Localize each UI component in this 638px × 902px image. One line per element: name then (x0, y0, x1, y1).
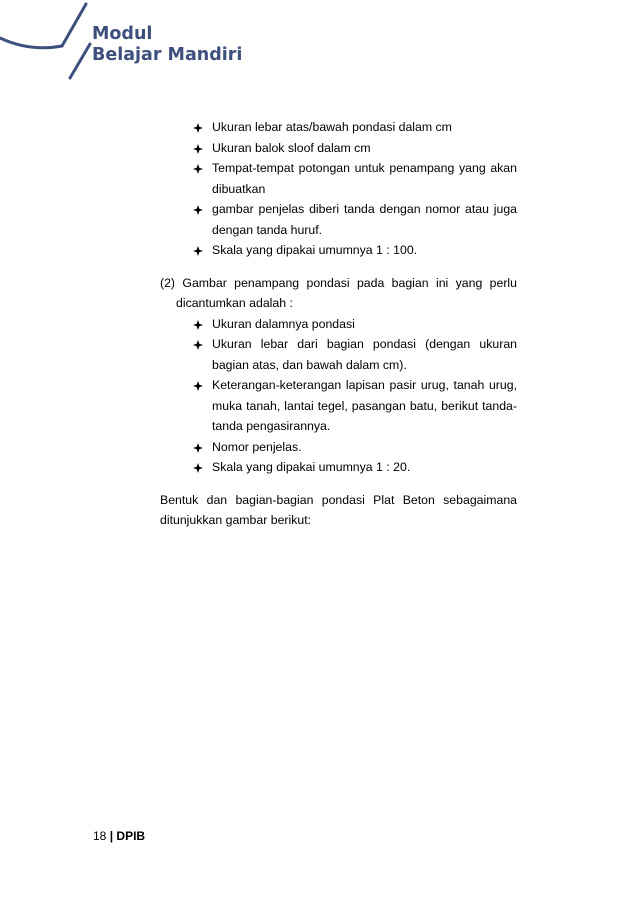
module-title (92, 24, 242, 66)
closing-paragraph: Bentuk dan bagian-bagian pondasi Plat Beton sebagaimana ditunjukkan gambar berikut: (160, 492, 517, 527)
list-item: Keterangan-keterangan lapisan pasir urug, tanah urug, muka tanah, lantai tegel, pasangan batu, berikut tanda-tanda pengasirannya. (160, 375, 517, 437)
page-footer (93, 829, 145, 843)
list-item: Skala yang dipakai umumnya 1 : 20. (160, 457, 517, 478)
list-item: Skala yang dipakai umumnya 1 : 100. (160, 240, 517, 261)
list-b (160, 314, 517, 478)
page-number: 18 (93, 829, 107, 843)
module-title-line1: Modul (92, 24, 153, 44)
diamond-bullet-icon (193, 123, 203, 133)
diamond-bullet-icon (193, 164, 203, 174)
module-title-line2: Belajar Mandiri (92, 45, 243, 65)
diamond-bullet-icon (193, 246, 203, 256)
diamond-bullet-icon (193, 205, 203, 215)
list-a (160, 117, 517, 261)
list-item: Ukuran balok sloof dalam cm (160, 138, 517, 159)
page-content (160, 117, 517, 531)
diamond-bullet-icon (193, 443, 203, 453)
diamond-bullet-icon (193, 381, 203, 391)
list-item: Ukuran lebar dari bagian pondasi (dengan ukuran bagian atas, dan bawah dalam cm). (160, 334, 517, 375)
list-item: Tempat-tempat potongan untuk penampang yang akan dibuatkan (160, 158, 517, 199)
list-item: gambar penjelas diberi tanda dengan nomor atau juga dengan tanda huruf. (160, 199, 517, 240)
diamond-bullet-icon (193, 340, 203, 350)
diamond-bullet-icon (193, 144, 203, 154)
footer-label: DPIB (116, 829, 146, 843)
list-item: Ukuran lebar atas/bawah pondasi dalam cm (160, 117, 517, 138)
diamond-bullet-icon (193, 463, 203, 473)
list-item: Ukuran dalamnya pondasi (160, 314, 517, 335)
numbered-item-2: (2) Gambar penampang pondasi pada bagian ini yang perlu dicantumkan adalah : (160, 275, 517, 310)
diamond-bullet-icon (193, 320, 203, 330)
footer-separator: | (109, 829, 114, 843)
list-item: Nomor penjelas. (160, 437, 517, 458)
